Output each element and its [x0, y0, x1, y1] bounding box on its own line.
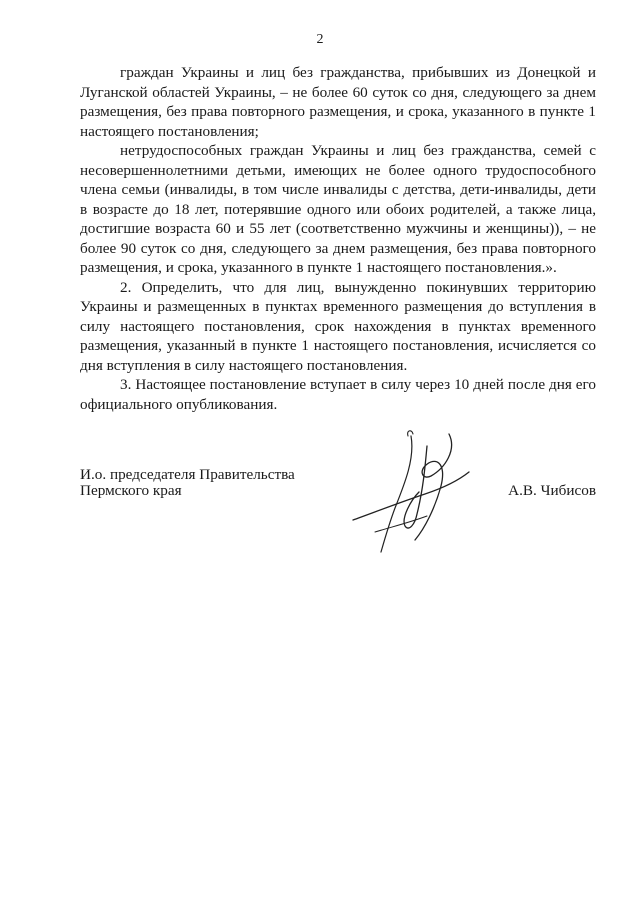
paragraph-ukraine-donetsk-lugansk: граждан Украины и лиц без гражданства, прибывших из Донецкой и Луганской областей Украины, – не более 60 суток со дня, следующего за днем размещения, без права повторного размещения, и срока, указанного в пункте 1 настоящего постановления;: [80, 64, 596, 140]
signer-title: [80, 467, 295, 499]
paragraph-disabled-citizens: нетрудоспособных граждан Украины и лиц без гражданства, семей с несовершеннолетними детьми, имеющих не более одного трудоспособного члена семьи (инвалиды, в том числе инвалиды с детства, дети-инвалиды, дети в возрасте до 18 лет, потерявшие одного или обоих родителей, а также лица, достигшие возраста 60 и 55 лет (соответственно мужчины и женщины)), – не более 90 суток со дня, следующего за днем размещения, без права повторного размещения, и срока, указанного в пункте 1 настоящего постановления.».: [80, 142, 596, 276]
document-body: [80, 63, 596, 414]
handwritten-signature-icon: [345, 428, 475, 558]
signer-title-line-2: Пермского края: [80, 482, 182, 499]
paragraph-item-2: 2. Определить, что для лиц, вынужденно покинувших территорию Украины и размещенных в пунктах временного размещения до вступления в силу настоящего постановления, срок нахождения в пунктах временного размещения, указанный в пункте 1 настоящего постановления, исчисляется со дня вступления в силу настоящего постановления.: [80, 278, 596, 374]
signer-name: А.В. Чибисов: [508, 482, 596, 499]
page-number: 2: [316, 32, 324, 47]
signature-block: [80, 467, 596, 567]
paragraph-item-3: 3. Настоящее постановление вступает в силу через 10 дней после дня его официального опубликования.: [80, 376, 596, 413]
signer-title-line-1: И.о. председателя Правительства: [80, 466, 295, 483]
